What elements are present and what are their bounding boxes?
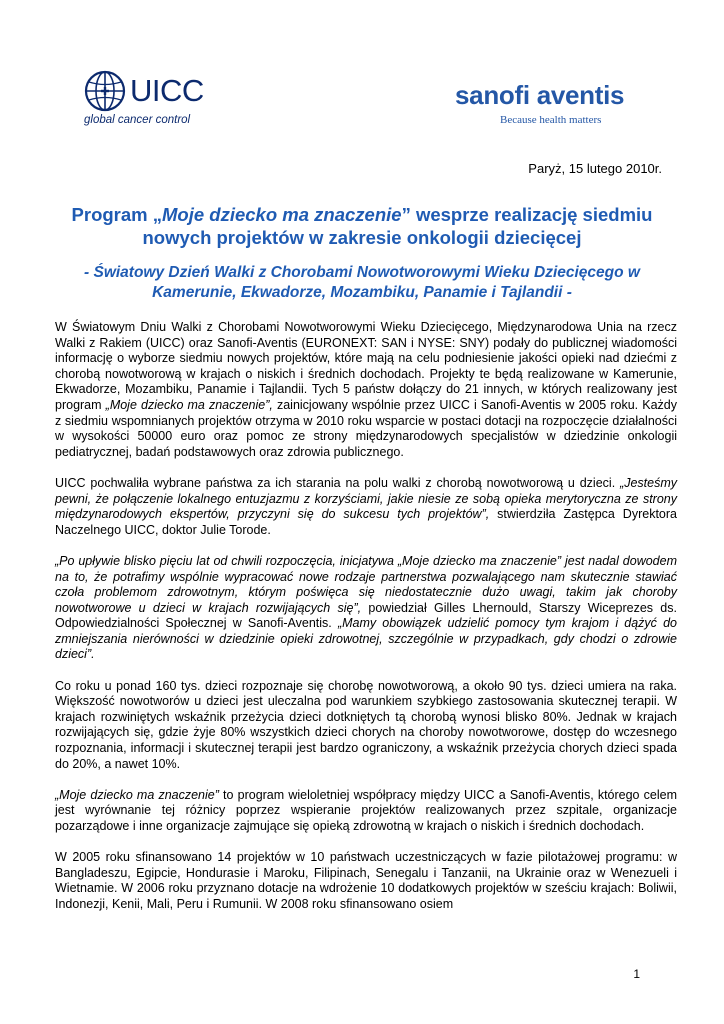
uicc-logo xyxy=(84,70,214,130)
p5-program-name: „Moje dziecko ma znaczenie” xyxy=(55,787,219,802)
press-release-title xyxy=(60,203,664,249)
paragraph-6: W 2005 roku sfinansowano 14 projektów w 10 państwach uczestniczących w fazie pilotażowej programu: w Bangladeszu, Egipcie, Hondurasie i Maroku, Filipinach, Senegalu i Tanzanii, na Ukrainie oraz w Wenezueli i Wietnamie. W 2006 roku przyznano dotacje na wdrożenie 10 dodatkowych projektów w sześciu krajach: Boliwii, Indonezji, Kenii, Mali, Peru i Rumunii. W 2008 roku sfinansowano osiem xyxy=(55,850,677,911)
uicc-tagline: global cancer control xyxy=(84,114,191,126)
p3-attribution: powiedział Gilles Lhernould, Starszy Wiceprezes ds. Odpowiedzialności Społecznej w Sanofi-Aventis. xyxy=(55,600,677,631)
p2-attribution: stwierdziła Zastępca Dyrektora Naczelnego UICC, doktor Julie Torode. xyxy=(55,507,677,537)
paragraph-1 xyxy=(55,320,677,460)
p1-text: W Światowym Dniu Walki z Chorobami Nowotworowymi Wieku Dziecięcego, Międzynarodowa Unia na rzecz Walki z Rakiem (UICC) oraz Sanofi-Aventis (EURONEXT: SAN i NYSE: SNY) podały do publicznej wiadomości informację o wyborze siedmiu nowych projektów, które mają na celu podniesienie jakości opieki nad dziećmi z chorobą nowotworową w krajach o niskich i średnich dochodach. Projekty te będą realizowane w Kamerunie, Ekwadorze, Mozambiku, Panamie i Tajlandii. Tych 5 państw dołączy do 21 innych, w których realizowany jest program xyxy=(55,320,677,412)
p3-quote: „Po upływie blisko pięciu lat od chwili rozpoczęcia, inicjatywa „Moje dziecko ma znaczenie” jest nadal dowodem na to, że potrafimy wspólnie wypracować nowe rodzaje partnerstwa pozwalającego nam skutecznie stawiać czoła problemom zdrowotnym, którym poświęca się niedostatecznie dużo uwagi, takim jak choroby nowotworowe u dzieci w krajach rozwijających się”, xyxy=(55,553,677,615)
page-number: 1 xyxy=(633,967,640,981)
paragraph-5 xyxy=(55,788,677,835)
p3-quote-end: „Mamy obowiązek udzielić pomocy tym krajom i dążyć do zmniejszania nierówności w dziedzinie opieki zdrowotnej, szczególnie w przypadkach, gdy chodzi o zdrowie dzieci”. xyxy=(55,616,677,662)
p5-text: to program wieloletniej współpracy między UICC a Sanofi-Aventis, którego celem jest wyrównanie tej różnicy poprzez wspieranie projektów realizowanych przez szpitale, organizacje pozarządowe i inne organizacje zajmujące się opieką zdrowotną w krajach o niskich i średnich dochodach. xyxy=(55,787,677,833)
title-program-name: Moje dziecko ma znaczenie xyxy=(162,204,402,225)
globe-icon xyxy=(84,70,126,112)
title-prefix: Program „ xyxy=(71,204,162,225)
title-suffix: ” wesprze realizację siedmiu nowych projektów w zakresie onkologii dziecięcej xyxy=(142,204,653,248)
press-release-subtitle: - Światowy Dzień Walki z Chorobami Nowotworowymi Wieku Dziecięcego w Kamerunie, Ekwadorze, Mozambiku, Panamie i Tajlandii - xyxy=(84,264,640,301)
paragraph-2 xyxy=(55,476,677,538)
sanofi-aventis-logo xyxy=(455,80,670,132)
sanofi-wordmark: sanofi aventis xyxy=(455,80,625,110)
p1-text-end: zainicjowany wspólnie przez UICC i Sanofi-Aventis w 2005 roku. Każdy z siedmiu wspomnianych projektów otrzyma w 2010 roku wsparcie w postaci dotacji na rozpoczęcie działalności w wysokości 50000 euro oraz pomoc ze strony międzynarodowych specjalistów w dziedzinie onkologii pediatrycznej, badań podstawowych oraz zdrowia publicznego. xyxy=(55,397,677,459)
uicc-wordmark: UICC xyxy=(130,73,204,108)
document-date: Paryż, 15 lutego 2010r. xyxy=(528,161,662,176)
paragraph-3 xyxy=(55,554,677,663)
article-body xyxy=(55,320,677,928)
p1-program-name: „Moje dziecko ma znaczenie”, xyxy=(105,397,273,412)
p2-text: UICC pochwaliła wybrane państwa za ich starania na polu walki z chorobą nowotworową u dzieci. xyxy=(55,475,621,490)
p2-quote: „Jesteśmy pewni, że połączenie lokalnego entuzjazmu z korzyściami, jakie niesie ze sobą opieka merytoryczna ze strony międzynarodowych ekspertów, przyczyni się do sukcesu tych projektów”, xyxy=(55,475,677,522)
sanofi-tagline: Because health matters xyxy=(500,114,602,126)
paragraph-4: Co roku u ponad 160 tys. dzieci rozpoznaje się chorobę nowotworową, a około 90 tys. dzieci umiera na raka. Większość nowotworów u dzieci jest uleczalna pod warunkiem szybkiego zastosowania skutecznej terapii. W krajach rozwiniętych wskaźnik przeżycia dzieci dotkniętych tą chorobą wynosi blisko 80%. Jednak w krajach rozwijających się, gdzie żyje 80% wszystkich dzieci chorych na choroby nowotworowe, dostęp do wczesnego rozpoznania, informacji i skutecznej terapii jest bardzo ograniczony, a wskaźnik przeżycia chorych dzieci spada do 20%, a nawet 10%. xyxy=(55,678,677,771)
